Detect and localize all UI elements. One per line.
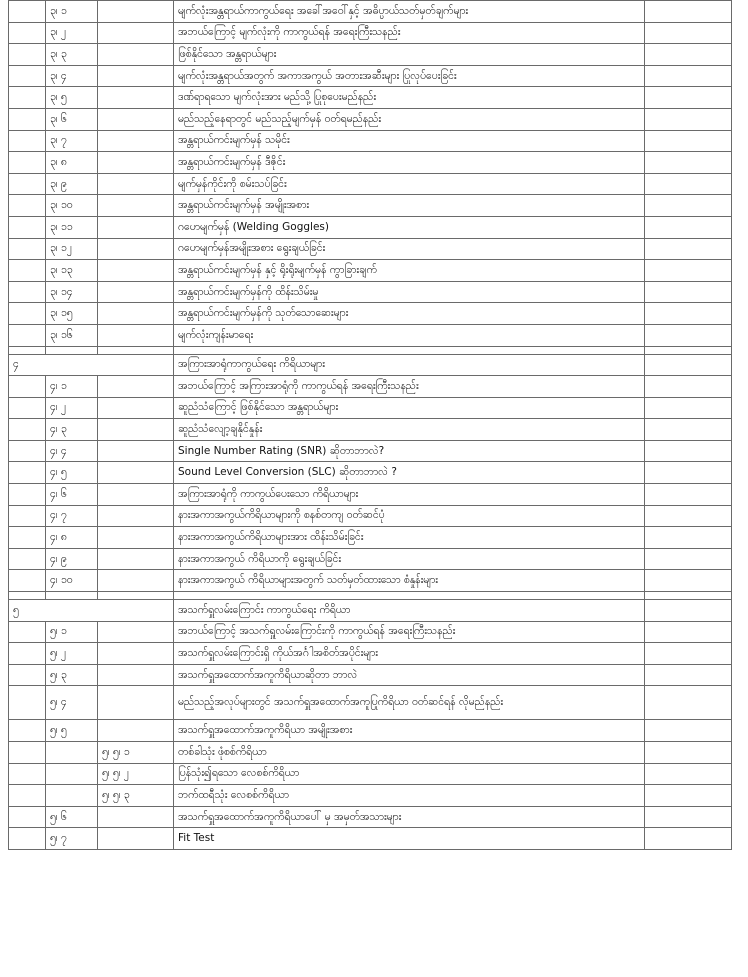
page-cell	[645, 324, 732, 346]
section-row	[9, 354, 732, 376]
item-row	[9, 195, 732, 217]
item-row	[9, 281, 732, 303]
entry-title: Fit Test	[174, 828, 645, 850]
empty-cell	[98, 281, 174, 303]
empty-cell	[46, 763, 98, 785]
empty-cell	[9, 621, 46, 643]
entry-title: ဆူညံသံလျော့ချနိုင်နှုန်း	[174, 419, 645, 441]
item-row	[9, 376, 732, 398]
page-cell	[645, 354, 732, 376]
item-row	[9, 505, 732, 527]
item-number: ၃၊ ၉	[46, 173, 98, 195]
empty-cell	[9, 195, 46, 217]
page-cell	[645, 130, 732, 152]
empty-cell	[98, 44, 174, 66]
entry-title: ပြန်သုံး၍ရသော လေစစ်ကိရိယာ	[174, 763, 645, 785]
entry-title: ဂဟေမျက်မှန် (Welding Goggles)	[174, 216, 645, 238]
empty-cell	[98, 130, 174, 152]
empty-cell	[9, 130, 46, 152]
empty-cell	[98, 484, 174, 506]
empty-cell	[98, 592, 174, 600]
empty-cell	[9, 397, 46, 419]
empty-cell	[645, 346, 732, 354]
page-cell	[645, 621, 732, 643]
item-row	[9, 419, 732, 441]
empty-cell	[9, 484, 46, 506]
empty-cell	[46, 742, 98, 764]
empty-cell	[9, 303, 46, 325]
entry-title: ဖြစ်နိုင်သော အန္တရာယ်များ	[174, 44, 645, 66]
empty-cell	[98, 419, 174, 441]
empty-cell	[46, 592, 98, 600]
page-cell	[645, 548, 732, 570]
entry-title: အသက်ရှူအထောက်အကူကိရိယာ အမျိုးအစား	[174, 720, 645, 742]
item-row	[9, 527, 732, 549]
page-cell	[645, 397, 732, 419]
page-cell	[645, 238, 732, 260]
empty-cell	[9, 22, 46, 44]
empty-cell	[9, 260, 46, 282]
item-row	[9, 152, 732, 174]
item-row	[9, 643, 732, 665]
entry-title: မျက်လုံးအန္တရာယ်အတွက် အကာအကွယ် အတားအဆီးများ ပြုလုပ်ပေးခြင်း	[174, 65, 645, 87]
page-cell	[645, 664, 732, 686]
empty-cell	[98, 87, 174, 109]
subsection-number: ၅၊ ၅၊ ၃	[98, 785, 174, 807]
empty-cell	[174, 346, 645, 354]
item-row	[9, 806, 732, 828]
empty-cell	[9, 65, 46, 87]
item-row	[9, 173, 732, 195]
item-row	[9, 548, 732, 570]
entry-title: နားအကာအကွယ်ကိရိယာများကို စနစ်တကျ ဝတ်ဆင်ပုံ	[174, 505, 645, 527]
item-number: ၃၊ ၁၄	[46, 281, 98, 303]
empty-cell	[98, 720, 174, 742]
empty-cell	[9, 216, 46, 238]
item-number: ၄၊ ၅	[46, 462, 98, 484]
empty-cell	[9, 505, 46, 527]
item-row	[9, 570, 732, 592]
page-cell	[645, 260, 732, 282]
item-number: ၃၊ ၁၁	[46, 216, 98, 238]
entry-title: Sound Level Conversion (SLC) ဆိုတာဘာလဲ ?	[174, 462, 645, 484]
empty-cell	[98, 440, 174, 462]
contents-table	[8, 0, 732, 850]
section-row	[9, 600, 732, 622]
item-number: ၅၊ ၇	[46, 828, 98, 850]
item-row	[9, 462, 732, 484]
page-cell	[645, 763, 732, 785]
empty-cell	[98, 173, 174, 195]
empty-cell	[9, 152, 46, 174]
empty-cell	[98, 260, 174, 282]
item-row	[9, 108, 732, 130]
entry-title: နားအကာအကွယ် ကိရိယာများအတွက် သတ်မှတ်ထားသော စံနှုန်းများ	[174, 570, 645, 592]
item-number: ၃၊ ၇	[46, 130, 98, 152]
item-number: ၄၊ ၃	[46, 419, 98, 441]
empty-cell	[9, 592, 46, 600]
item-number: ၅၊ ၅	[46, 720, 98, 742]
page-cell	[645, 742, 732, 764]
page-cell	[645, 600, 732, 622]
entry-title: အန္တရာယ်ကင်းမျက်မှန် နှင့် ရိုးရိုးမျက်မှန် ကွာခြားချက်	[174, 260, 645, 282]
item-number: ၃၊ ၅	[46, 87, 98, 109]
item-row	[9, 440, 732, 462]
page-cell	[645, 216, 732, 238]
item-row	[9, 664, 732, 686]
subsection-number: ၅၊ ၅၊ ၁	[98, 742, 174, 764]
item-number: ၃၊ ၁၆	[46, 324, 98, 346]
empty-cell	[98, 686, 174, 720]
item-number: ၄၊ ၆	[46, 484, 98, 506]
item-number: ၄၊ ၁၀	[46, 570, 98, 592]
empty-cell	[98, 324, 174, 346]
item-row	[9, 22, 732, 44]
item-number: ၄၊ ၁	[46, 376, 98, 398]
item-row	[9, 1, 732, 23]
entry-title: အန္တရာယ်ကင်းမျက်မှန် ဒီဇိုင်း	[174, 152, 645, 174]
entry-title: မျက်လုံးအန္တရာယ်ကာကွယ်ရေး အခေါ်အဝေါ်နှင့် အဓိပ္ပာယ်သတ်မှတ်ချက်များ	[174, 1, 645, 23]
empty-cell	[98, 397, 174, 419]
item-number: ၃၊ ၁၅	[46, 303, 98, 325]
page-cell	[645, 65, 732, 87]
entry-title: အန္တရာယ်ကင်းမျက်မှန်ကို သုတ်သောဆေးများ	[174, 303, 645, 325]
item-number: ၅၊ ၆	[46, 806, 98, 828]
empty-cell	[9, 346, 46, 354]
empty-cell	[9, 1, 46, 23]
empty-cell	[9, 570, 46, 592]
item-row	[9, 324, 732, 346]
empty-cell	[9, 643, 46, 665]
empty-cell	[98, 462, 174, 484]
entry-title: နားအကာအကွယ်ကိရိယာများအား ထိန်းသိမ်းခြင်း	[174, 527, 645, 549]
subsection-row	[9, 785, 732, 807]
item-number: ၄၊ ၇	[46, 505, 98, 527]
empty-cell	[98, 238, 174, 260]
entry-title: အကြားအာရုံကို ကာကွယ်ပေးသော ကိရိယာများ	[174, 484, 645, 506]
item-number: ၃၊ ၂	[46, 22, 98, 44]
entry-title: ဘက်ထရီသုံး လေစစ်ကိရိယာ	[174, 785, 645, 807]
empty-cell	[98, 108, 174, 130]
empty-cell	[98, 664, 174, 686]
entry-title: ဆူညံသံကြောင့် ဖြစ်နိုင်သော အန္တရာယ်များ	[174, 397, 645, 419]
subsection-row	[9, 742, 732, 764]
contents-table-body	[9, 1, 732, 850]
subsection-row	[9, 763, 732, 785]
item-row	[9, 130, 732, 152]
item-row	[9, 44, 732, 66]
entry-title: နားအကာအကွယ် ကိရိယာကို ရွေးချယ်ခြင်း	[174, 548, 645, 570]
item-number: ၄၊ ၉	[46, 548, 98, 570]
page-cell	[645, 484, 732, 506]
empty-cell	[98, 643, 174, 665]
page-cell	[645, 419, 732, 441]
empty-cell	[9, 806, 46, 828]
section-gap-row	[9, 592, 732, 600]
entry-title: မည်သည့်နေရာတွင် မည်သည့်မျက်မှန် ဝတ်ရမည်နည်း	[174, 108, 645, 130]
empty-cell	[98, 152, 174, 174]
page-cell	[645, 527, 732, 549]
empty-cell	[98, 22, 174, 44]
empty-cell	[9, 376, 46, 398]
empty-cell	[98, 65, 174, 87]
empty-cell	[98, 346, 174, 354]
item-number: ၃၊ ၃	[46, 44, 98, 66]
empty-cell	[98, 621, 174, 643]
empty-cell	[645, 592, 732, 600]
item-row	[9, 621, 732, 643]
empty-cell	[9, 462, 46, 484]
empty-cell	[9, 173, 46, 195]
empty-cell	[9, 324, 46, 346]
page-cell	[645, 281, 732, 303]
page-cell	[645, 376, 732, 398]
section-gap-row	[9, 346, 732, 354]
item-number: ၃၊ ၁၃	[46, 260, 98, 282]
page-cell	[645, 462, 732, 484]
entry-title: အန္တရာယ်ကင်းမျက်မှန် သမိုင်း	[174, 130, 645, 152]
empty-cell	[9, 686, 46, 720]
empty-cell	[9, 87, 46, 109]
page-cell	[645, 152, 732, 174]
entry-title: အကြားအာရုံကာကွယ်ရေး ကိရိယာများ	[174, 354, 645, 376]
item-number: ၄၊ ၈	[46, 527, 98, 549]
empty-cell	[46, 346, 98, 354]
item-row	[9, 87, 732, 109]
page-cell	[645, 828, 732, 850]
empty-cell	[174, 592, 645, 600]
item-number: ၄၊ ၂	[46, 397, 98, 419]
entry-title: မျက်လုံးကျန်းမာရေး	[174, 324, 645, 346]
item-number: ၃၊ ၆	[46, 108, 98, 130]
empty-cell	[98, 828, 174, 850]
entry-title: ဒဏ်ရာရသော မျက်လုံးအား မည်သို့ ပြုစုပေးမည်နည်း	[174, 87, 645, 109]
empty-cell	[9, 419, 46, 441]
page-cell	[645, 440, 732, 462]
item-row	[9, 260, 732, 282]
page-cell	[645, 570, 732, 592]
item-number: ၄၊ ၄	[46, 440, 98, 462]
empty-cell	[98, 195, 174, 217]
entry-title: အဘယ်ကြောင့် အကြားအာရုံကို ကာကွယ်ရန် အရေးကြီးသနည်း	[174, 376, 645, 398]
entry-title: တစ်ခါသုံး ဖုံစစ်ကိရိယာ	[174, 742, 645, 764]
entry-title: အသက်ရှူအထောက်အကူကိရိယာဆိုတာ ဘာလဲ	[174, 664, 645, 686]
item-number: ၃၊ ၈	[46, 152, 98, 174]
empty-cell	[9, 440, 46, 462]
empty-cell	[9, 238, 46, 260]
item-row	[9, 397, 732, 419]
item-number: ၅၊ ၁	[46, 621, 98, 643]
page-cell	[645, 643, 732, 665]
empty-cell	[98, 527, 174, 549]
entry-title: အသက်ရှူလမ်းကြောင်းရှိ ကိုယ်အင်္ဂါအစိတ်အပိုင်းများ	[174, 643, 645, 665]
item-number: ၅၊ ၄	[46, 686, 98, 720]
section-number: ၅	[9, 600, 174, 622]
empty-cell	[98, 1, 174, 23]
entry-title: မည်သည့်အလုပ်များတွင် အသက်ရှူအထောက်အကူပြုကိရိယာ ဝတ်ဆင်ရန် လိုမည်နည်း	[174, 686, 645, 720]
empty-cell	[9, 548, 46, 570]
entry-title: ဂဟေမျက်မှန်အမျိုးအစား ရွေးချယ်ခြင်း	[174, 238, 645, 260]
empty-cell	[98, 548, 174, 570]
empty-cell	[98, 303, 174, 325]
empty-cell	[9, 785, 46, 807]
item-row	[9, 65, 732, 87]
page-cell	[645, 720, 732, 742]
page-cell	[645, 108, 732, 130]
page-cell	[645, 303, 732, 325]
page-cell	[645, 505, 732, 527]
page-cell	[645, 22, 732, 44]
empty-cell	[9, 281, 46, 303]
entry-title: မျက်မှန်ကိုင်းကို စမ်းသပ်ခြင်း	[174, 173, 645, 195]
page-cell	[645, 44, 732, 66]
empty-cell	[9, 720, 46, 742]
entry-title: အန္တရာယ်ကင်းမျက်မှန်ကို ထိန်းသိမ်းမှု	[174, 281, 645, 303]
empty-cell	[9, 108, 46, 130]
page-cell	[645, 686, 732, 720]
item-number: ၃၊ ၄	[46, 65, 98, 87]
empty-cell	[9, 828, 46, 850]
empty-cell	[9, 664, 46, 686]
entry-title: အသက်ရှူလမ်းကြောင်း ကာကွယ်ရေး ကိရိယာ	[174, 600, 645, 622]
item-number: ၃၊ ၁၀	[46, 195, 98, 217]
item-row	[9, 484, 732, 506]
empty-cell	[98, 505, 174, 527]
empty-cell	[98, 806, 174, 828]
entry-title: အဘယ်ကြောင့် မျက်လုံးကို ကာကွယ်ရန် အရေးကြီးသနည်း	[174, 22, 645, 44]
page-cell	[645, 87, 732, 109]
entry-title: အသက်ရှူအထောက်အကူကိရိယာပေါ် မှ အမှတ်အသားများ	[174, 806, 645, 828]
entry-title: Single Number Rating (SNR) ဆိုတာဘာလဲ?	[174, 440, 645, 462]
empty-cell	[9, 527, 46, 549]
item-row	[9, 216, 732, 238]
page-cell	[645, 806, 732, 828]
item-row	[9, 828, 732, 850]
item-row	[9, 303, 732, 325]
empty-cell	[9, 742, 46, 764]
entry-title: အန္တရာယ်ကင်းမျက်မှန် အမျိုးအစား	[174, 195, 645, 217]
item-row	[9, 238, 732, 260]
section-number: ၄	[9, 354, 174, 376]
empty-cell	[98, 216, 174, 238]
page-cell	[645, 785, 732, 807]
empty-cell	[9, 763, 46, 785]
item-number: ၃၊ ၁၂	[46, 238, 98, 260]
page-cell	[645, 1, 732, 23]
subsection-number: ၅၊ ၅၊ ၂	[98, 763, 174, 785]
empty-cell	[9, 44, 46, 66]
empty-cell	[98, 570, 174, 592]
page-cell	[645, 195, 732, 217]
page-cell	[645, 173, 732, 195]
empty-cell	[46, 785, 98, 807]
item-row	[9, 686, 732, 720]
item-number: ၃၊ ၁	[46, 1, 98, 23]
item-number: ၅၊ ၂	[46, 643, 98, 665]
entry-title: အဘယ်ကြောင့် အသက်ရှူလမ်းကြောင်းကို ကာကွယ်ရန် အရေးကြီးသနည်း	[174, 621, 645, 643]
item-row	[9, 720, 732, 742]
empty-cell	[98, 376, 174, 398]
item-number: ၅၊ ၃	[46, 664, 98, 686]
